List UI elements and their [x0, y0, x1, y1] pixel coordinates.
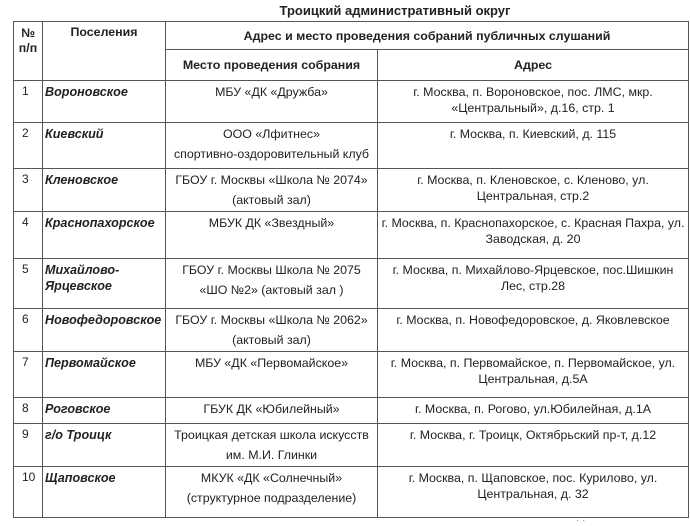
- row-number: 10: [14, 467, 43, 518]
- row-number: 2: [14, 123, 43, 169]
- meeting-place-line: ГБОУ г. Москвы «Школа № 2062»: [175, 313, 368, 327]
- meeting-address-line: г. Москва, п. Киевский, д. 115: [449, 127, 617, 141]
- meeting-place: [166, 123, 378, 169]
- settlement-name: Роговское: [43, 398, 166, 424]
- meeting-address-line: Лес, стр.28: [500, 279, 566, 293]
- meeting-address-line: «Центральный», д.16, стр. 1: [451, 101, 615, 115]
- header-address: Адрес: [378, 50, 689, 81]
- meeting-place: [166, 212, 378, 259]
- table-row: [14, 467, 689, 518]
- meeting-address-line: Центральная, д. 32: [477, 487, 589, 501]
- table-row: [14, 212, 689, 259]
- table-row: [14, 123, 689, 169]
- row-number: 3: [14, 169, 43, 212]
- meeting-place-line: (структурное подразделение): [186, 491, 357, 505]
- meeting-place: [166, 81, 378, 123]
- settlement-name: г/о Троицк: [43, 424, 166, 467]
- settlement-name: Краснопахорское: [43, 212, 166, 259]
- meeting-address-line: г. Москва, п. Первомайское, п. Первомайское, ул.: [390, 356, 676, 370]
- meeting-address-line: г. Москва, п. Михайлово-Ярцевское, пос.Шишкин: [392, 263, 674, 277]
- meeting-address: [378, 309, 689, 352]
- meeting-address-line: г. Москва, п. Рогово, ул.Юбилейная, д.1А: [415, 402, 651, 416]
- meeting-address: [378, 352, 689, 398]
- meeting-address-line: Центральная, стр.2: [476, 189, 590, 203]
- table-row: [14, 352, 689, 398]
- meeting-address-line: г. Москва, п. Новофедоровское, д. Яковлевское: [396, 313, 670, 327]
- meeting-address-line: г. Москва, п. Краснопахорское, с. Красная Пахра, ул.: [381, 216, 685, 230]
- settlement-name: Киевский: [43, 123, 166, 169]
- meeting-place: [166, 424, 378, 467]
- table-row: [14, 309, 689, 352]
- meeting-place-line: МБУ «ДК «Первомайское»: [194, 356, 349, 370]
- settlement-name: Кленовское: [43, 169, 166, 212]
- meeting-address: [378, 81, 689, 123]
- settlement-name: Новофедоровское: [43, 309, 166, 352]
- row-number: 7: [14, 352, 43, 398]
- header-place: Место проведения собрания: [166, 50, 378, 81]
- table-row: [14, 424, 689, 467]
- header-num-label: № п/п: [18, 26, 38, 55]
- page-edge-mark: · ·: [576, 515, 586, 526]
- table-row: [14, 259, 689, 309]
- meeting-place-line: Троицкая детская школа искусств: [174, 428, 369, 442]
- meeting-place: [166, 169, 378, 212]
- row-number: 6: [14, 309, 43, 352]
- meeting-address: [378, 259, 689, 309]
- meeting-place-line: ГБОУ г. Москвы Школа № 2075: [182, 263, 361, 277]
- meeting-address-line: г. Москва, п. Вороновское, пос. ЛМС, мкр.: [413, 85, 653, 99]
- settlement-name: Щаповское: [43, 467, 166, 518]
- header-settlement: Поселения: [43, 22, 166, 81]
- meeting-place-line: ГБОУ г. Москвы «Школа № 2074»: [175, 173, 368, 187]
- meeting-address-line: г. Москва, г. Троицк, Октябрьский пр-т, д.12: [409, 428, 657, 442]
- meeting-place: [166, 309, 378, 352]
- meeting-place-line: (актовый зал): [232, 193, 311, 207]
- row-number: 9: [14, 424, 43, 467]
- meeting-address: [378, 467, 689, 518]
- row-number: 8: [14, 398, 43, 424]
- meeting-address: [378, 169, 689, 212]
- meeting-address: [378, 123, 689, 169]
- header-num: [14, 22, 43, 81]
- table-row: [14, 398, 689, 424]
- row-number: 1: [14, 81, 43, 123]
- meeting-place-line: МБУ «ДК «Дружба»: [215, 85, 328, 99]
- meeting-place-line: им. М.И. Глинки: [225, 448, 318, 462]
- meeting-address: [378, 398, 689, 424]
- meeting-place: [166, 259, 378, 309]
- meeting-place-line: МКУК «ДК «Солнечный»: [200, 471, 343, 485]
- settlement-name: Михайлово-Ярцевское: [43, 259, 166, 309]
- settlement-name: Вороновское: [43, 81, 166, 123]
- meeting-place: [166, 352, 378, 398]
- settlement-name: Первомайское: [43, 352, 166, 398]
- header-group: Адрес и место проведения собраний публичных слушаний: [166, 22, 689, 50]
- meeting-place-line: «ШО №2» (актовый зал ): [199, 283, 344, 297]
- meeting-place: [166, 467, 378, 518]
- document-title: Троицкий административный округ: [279, 3, 511, 18]
- table-row: [14, 81, 689, 123]
- meeting-address-line: г. Москва, п. Щаповское, пос. Курилово, ул.: [408, 471, 658, 485]
- meeting-place-line: МБУК ДК «Звездный»: [208, 216, 335, 230]
- row-number: 4: [14, 212, 43, 259]
- table-row: [14, 169, 689, 212]
- meeting-place: [166, 398, 378, 424]
- meeting-address-line: Центральная, д.5А: [478, 372, 588, 386]
- meeting-place-line: спортивно-оздоровительный клуб: [173, 147, 370, 161]
- meeting-place-line: (актовый зал): [232, 333, 311, 347]
- meeting-place-line: ГБУК ДК «Юбилейный»: [203, 402, 340, 416]
- hearings-table: [13, 21, 689, 518]
- meeting-address: [378, 424, 689, 467]
- meeting-place-line: ООО «Лфитнес»: [223, 127, 320, 141]
- meeting-address-line: г. Москва, п. Кленовское, с. Кленово, ул.: [417, 173, 649, 187]
- row-number: 5: [14, 259, 43, 309]
- meeting-address: [378, 212, 689, 259]
- table-body: [14, 81, 689, 518]
- meeting-address-line: Заводская, д. 20: [485, 232, 581, 246]
